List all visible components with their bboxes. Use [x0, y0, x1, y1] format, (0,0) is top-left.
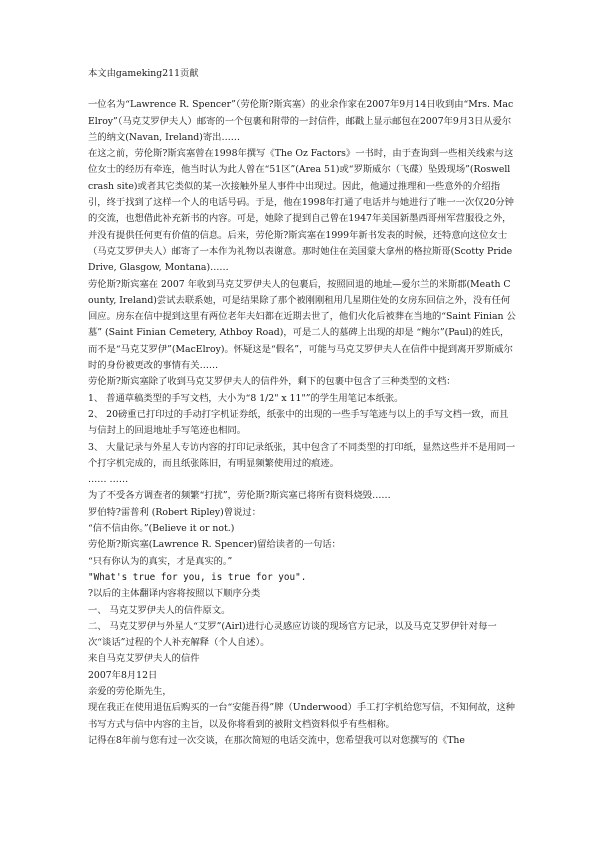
paragraph: 劳伦斯?斯宾塞除了收到马克艾罗伊夫人的信件外，剩下的包裹中包含了三种类型的文档： [88, 376, 456, 388]
ellipsis-line: …… …… [88, 474, 129, 486]
paragraph: 罗伯特?雷普利 (Robert Ripley)曾说过： [88, 506, 262, 518]
paragraph: 现在我正在使用退伍后购买的一台“安能吾得”牌（Underwood）手工打字机给您写信，不知何故，这种书写方式与信中内容的主旨，以及你将看到的被附文档资料似乎有些相称。 [88, 702, 515, 730]
paragraph: 劳伦斯?斯宾塞(Lawrence R. Spencer)留给读者的一句话： [88, 539, 341, 551]
document-page [88, 66, 516, 749]
quote-english: "What's true for you, is true for you". [88, 571, 307, 583]
list-item: 2、 20磅重已打印过的手动打字机证券纸，纸张中的出现的一些手写笔迹与以上的手写文档一致，而且与信封上的回退地址手写笔迹也相同。 [88, 408, 509, 437]
letter-date: 2007年8月12日 [88, 669, 158, 681]
paragraph: 一位名为“Lawrence R. Spencer”（劳伦斯?斯宾塞）的业余作家在2007年9月14日收到由“Mrs. MacElroy”（马克艾罗伊夫人）邮寄的一个包裹和附带的一封信件，邮戳上显示邮包在2007年9月3日从爱尔兰的纳文(Navan, Ireland)寄出…… [88, 99, 514, 143]
paragraph: 劳伦斯?斯宾塞在 2007 年收到马克艾罗伊夫人的包裹后，按照回退的地址—爱尔兰的米斯郡(Meath County, Ireland)尝试去联系她，可是结果除了那个被刚刚租用几星期住处的女房东回信之外，没有任何回应。房东在信中提到这里有两位老年夫妇都在近期去世了，他们火化后被葬在当地的“Saint Finian 公墓” (Saint Finian Cemetery, Athboy Road)，可是二人的墓碑上出现的却是 “鲍尔”(Paul)的姓氏，而不是“马克艾罗伊”(MacElroy)。怀疑这是“假名”，可能与马克艾罗伊夫人在信件中提到离开罗斯威尔时的身份被更改的事情有关…… [88, 278, 516, 372]
quote: “信不信由你。”(Believe it or not.) [88, 523, 235, 535]
paragraph: 在这之前，劳伦斯?斯宾塞曾在1998年撰写《The Oz Factors》一书时，由于查询到一些相关线索与这位女士的经历有牵连，他当时认为此人曾在“51区”(Area 51)或“罗斯威尔（飞碟）坠毁现场”(Roswell crash site)或者其它类似的某一次接触外星人事件中出现过。因此，他通过推理和一些意外的介绍指引，终于找到了这样一个人的电话号码。于是，他在1998年打通了电话并与她进行了唯一一次仅20分钟的交流，也想借此补充新书的内容。可是，她除了提到自己曾在1947年美国新墨西哥州军营服役之外，并没有提供任何更有价值的信息。后来，劳伦斯?斯宾塞在1999年新书发表的时候，还特意向这位女士（马克艾罗伊夫人）邮寄了一本作为礼物以表谢意。那时她住在美国蒙大拿州的格拉斯哥(Scotty Pride Drive, Glasgow, Montana)…… [88, 148, 514, 274]
section-heading: 来自马克艾罗伊夫人的信件 [88, 653, 200, 665]
list-item: 一、 马克艾罗伊夫人的信件原文。 [88, 604, 231, 616]
list-item: 1、 普通草稿类型的手写文档，大小为“8 1/2" x 11"”的学生用笔记本纸张。 [88, 392, 404, 404]
credit-line: 本文由gameking211贡献 [88, 68, 199, 79]
list-item: 二、 马克艾罗伊与外星人“艾罗”(Airl)进行心灵感应访谈的现场官方记录，以及马克艾罗伊针对每一次“谈话”过程的个人补充解释（个人自述）。 [88, 620, 497, 649]
paragraph: 为了不受各方调查者的频繁“打扰”，劳伦斯?斯宾塞已将所有资料烧毁…… [88, 490, 391, 502]
paragraph: 记得在8年前与您有过一次交谈，在那次简短的电话交流中，您希望我可以对您撰写的《The [88, 734, 465, 746]
list-item: 3、 大量记录与外星人专访内容的打印记录纸张，其中包含了不同类型的打印纸，显然这些并不是用同一个打字机完成的，而且纸张陈旧，有明显频繁使用过的痕迹。 [88, 441, 516, 469]
quote: “只有你认为的真实，才是真实的。” [88, 555, 233, 567]
letter-salutation: 亲爱的劳伦斯先生， [88, 685, 172, 697]
paragraph: ?以后的主体翻译内容将按照以下顺序分类 [88, 588, 261, 600]
